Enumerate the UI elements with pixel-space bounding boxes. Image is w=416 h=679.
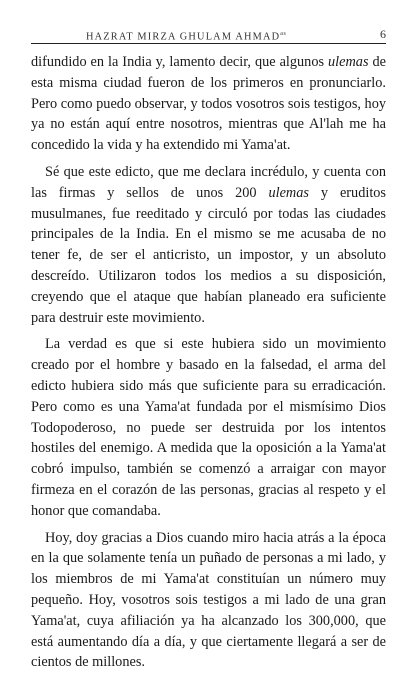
running-header bbox=[31, 24, 386, 42]
honorific-superscript: as bbox=[280, 30, 287, 37]
paragraph-1: difundido en la India y, lamento decir, que algunos ulemas de esta misma ciudad fueron de los primeros en pronunciarlo. Pero como puedo observar, y todos vosotros sois testigos, hoy ya no están aquí entre nosotros, mientras que Al'lah me ha concedido la vida y ha extendido mi Yama'at. bbox=[31, 54, 386, 154]
page-number: 6 bbox=[380, 27, 386, 41]
body-text bbox=[31, 52, 386, 679]
running-title bbox=[86, 31, 286, 42]
paragraph-3: La verdad es que si este hubiera sido un movimiento creado por el hombre y basado en la falsedad, el arma del edicto hubiera sido más que suficiente para su erradicación. Pero como es una Yama'at fundada por el mismísimo Dios Todopoderoso, no puede ser destruida por los intentos hostiles del enemigo. A medida que la oposición a la Yama'at cobró impulso, también se comenzó a arraigar con mayor firmeza en el corazón de las personas, gracias al respeto y el honor que comandaba. bbox=[31, 336, 386, 519]
italic-term: ulemas bbox=[328, 54, 369, 70]
running-title-text: HAZRAT MIRZA GHULAM AHMAD bbox=[86, 31, 281, 42]
italic-term: ulemas bbox=[268, 184, 309, 201]
paragraph-4: Hoy, doy gracias a Dios cuando miro hacia atrás a la época en la que solamente tenía un puñado de personas a mi lado, y los miembros de mi Yama'at constituían un número muy pequeño. Hoy, vosotros sois testigos a mi lado de una gran Yama'at, cuya afiliación ya ha alcanzado los 300,000, que está aumentando día a día, y que ciertamente llegará a ser de cientos de millones. bbox=[31, 529, 386, 671]
paragraph-2: Sé que este edicto, que me declara incrédulo, y cuenta con las firmas y sellos de unos 200 ulemas y eruditos musulmanes, fue reeditado y circuló por todas las ciudades principales de la India. En el mismo se me acusaba de no tener fe, de ser el anticristo, un impostor, y un absoluto descreído. Utilizaron todos los medios a su disposición, creyendo que el ataque que habían planeado era suficiente para destruir este movimiento. bbox=[31, 163, 386, 326]
header-rule bbox=[31, 43, 386, 44]
